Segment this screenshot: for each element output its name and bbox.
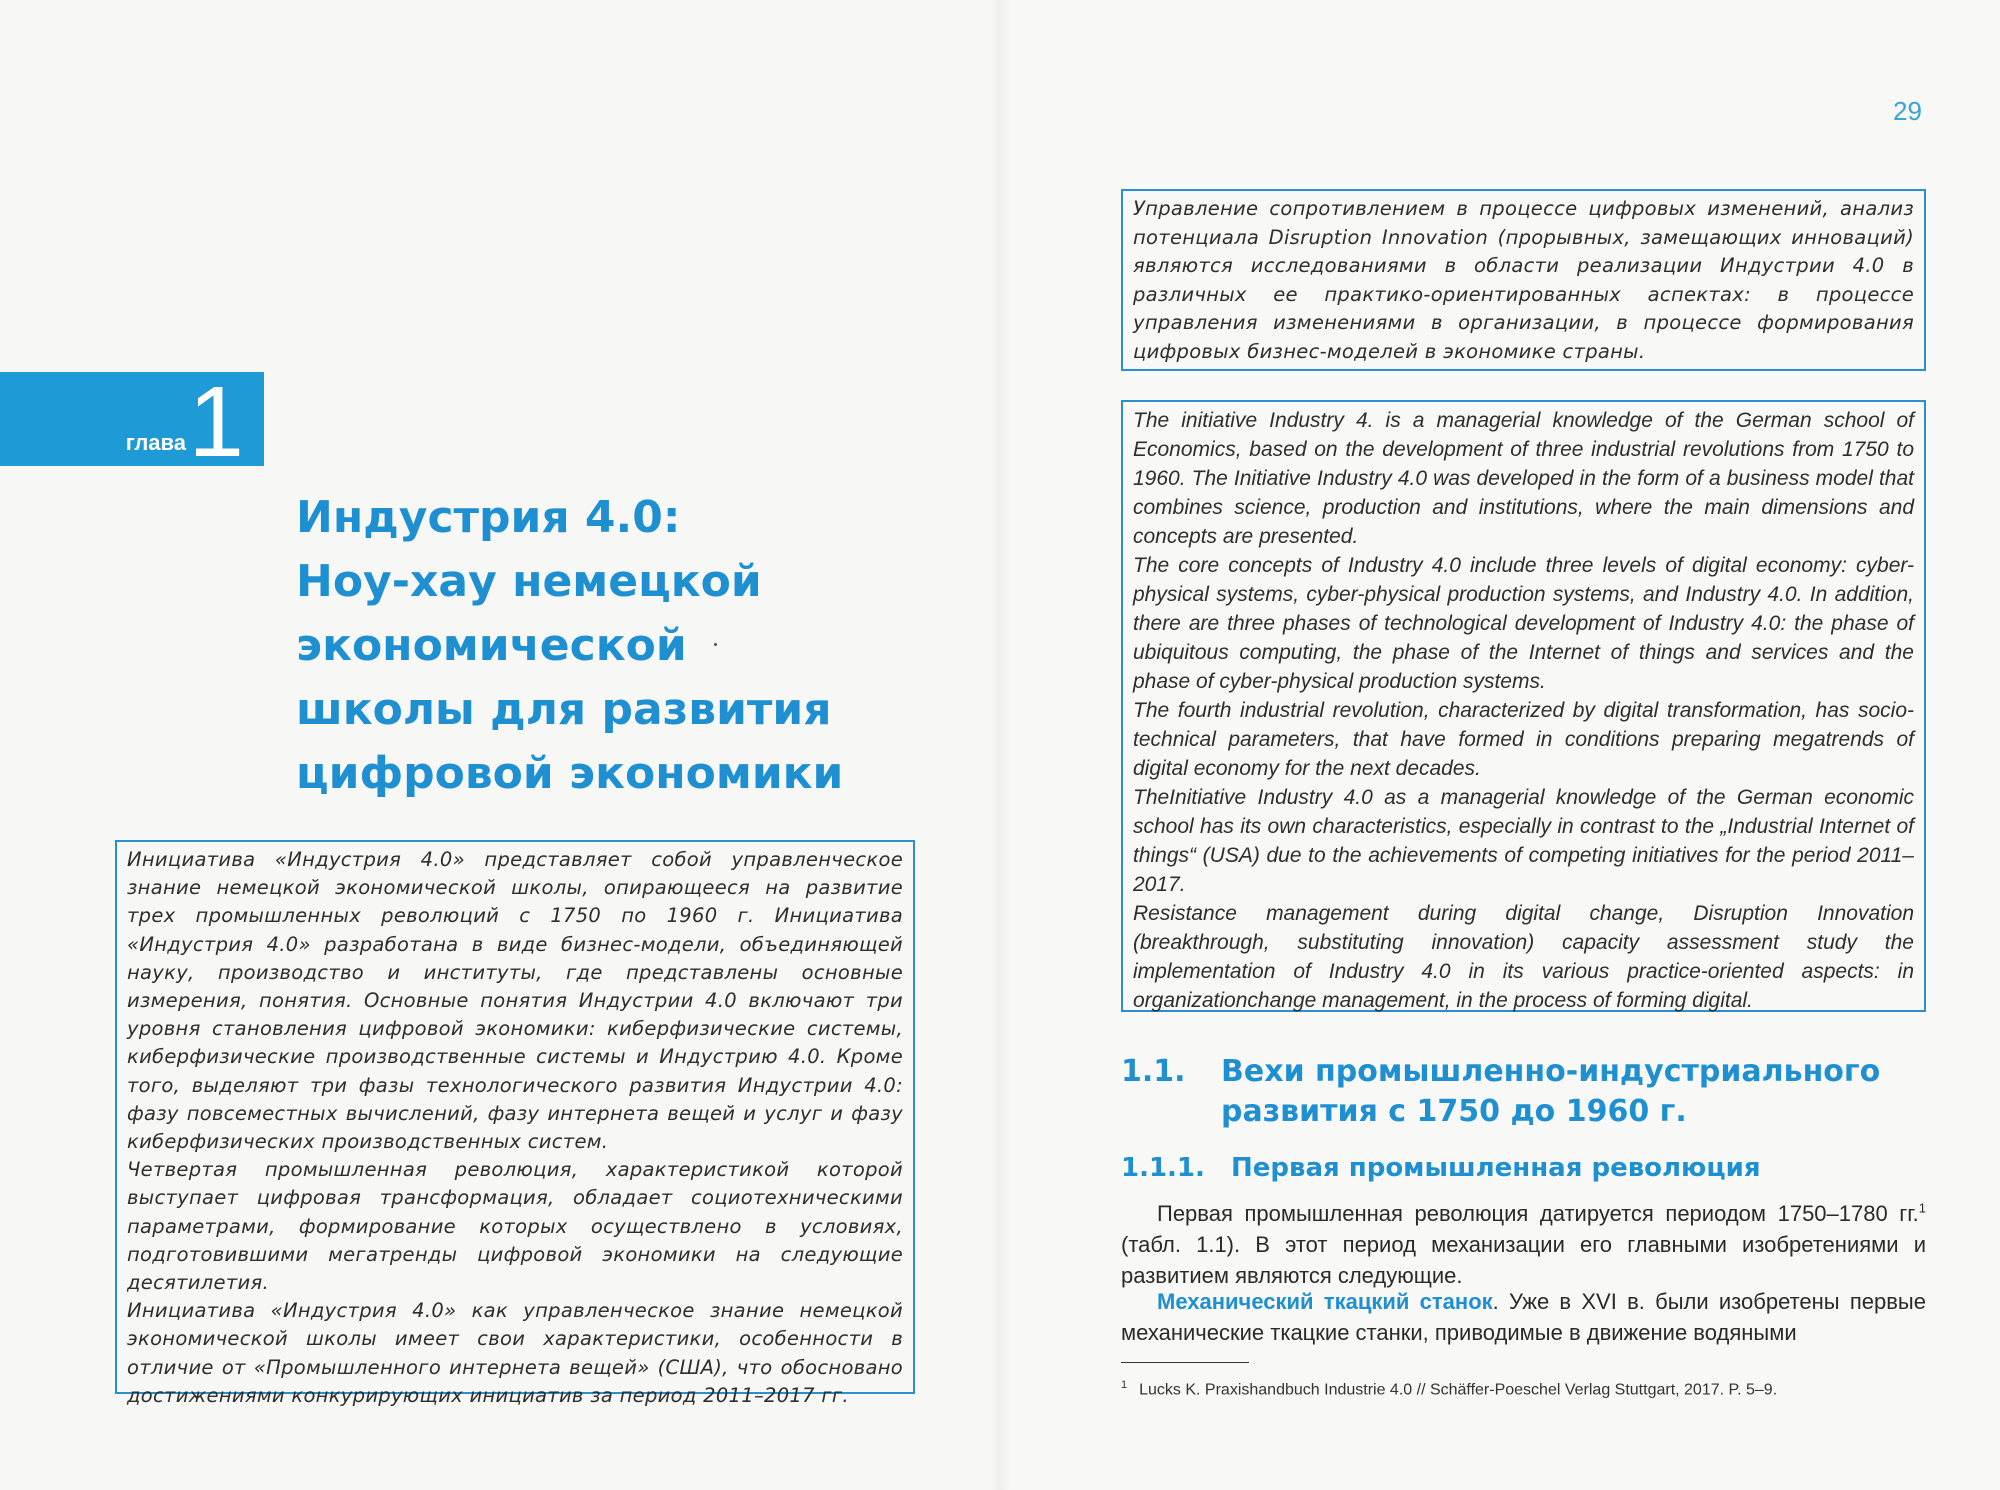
- chapter-title-line: цифровой экономики: [296, 748, 844, 799]
- abstract-paragraph: The core concepts of Industry 4.0 include three levels of digital economy: cyber-physical systems, cyber-physical production systems, and Industry 4.0. In addition, there are three phases of technological development of Industry 4.0: the phase of ubiquitous computing, the phase of the Internet of things and services and the phase of cyber-physical production systems.: [1133, 554, 1914, 693]
- footnote-mark: 1: [1121, 1379, 1128, 1391]
- chapter-tab: [0, 366, 264, 478]
- abstract-paragraph: Четвертая промышленная революция, характеристикой которой выступает цифровая трансформация, обладает социотехническими параметрами, формирование которых осуществлено в условиях, подготовившими мегатренды цифровой экономики на следующие десятилетия.: [127, 1158, 903, 1295]
- section-number: 1.1.: [1121, 1054, 1186, 1089]
- chapter-word: глава: [125, 430, 186, 455]
- footnote-text: Lucks K. Praxishandbuch Industrie 4.0 // Schäffer-Poeschel Verlag Stuttgart, 2017. P. 5–9.: [1139, 1381, 1778, 1399]
- footnote: [1121, 1374, 1926, 1401]
- chapter-title: [296, 486, 896, 806]
- highlighted-term: Механический ткацкий станок: [1157, 1289, 1493, 1314]
- chapter-title-line: Индустрия 4.0:: [296, 492, 681, 543]
- footnote-divider: [1121, 1362, 1249, 1363]
- body-paragraph: [1121, 1286, 1926, 1348]
- abstract-paragraph: TheInitiative Industry 4.0 as a managerial knowledge of the German economic school has its own characteristics, especially in contrast to the „Industrial Internet of things“ (USA) due to the achievements of competing initiatives for the period 2011–2017.: [1133, 786, 1914, 896]
- footnote-reference[interactable]: 1: [1918, 1200, 1926, 1216]
- body-text: (табл. 1.1). В этот период механизации его главными изобретениями и развитием являются следующие.: [1121, 1232, 1926, 1288]
- abstract-paragraph: Resistance management during digital change, Disruption Innovation (breakthrough, substituting innovation) capacity assessment study the implementation of Industry 4.0 in its various practice-oriented aspects: in organizationchange management, in the process of forming digital.: [1133, 902, 1914, 1012]
- section-title: Первая промышленная революция: [1231, 1153, 1761, 1183]
- body-paragraph: [1121, 1198, 1926, 1291]
- page-number: 29: [1893, 96, 1922, 126]
- chapter-number: 1: [188, 366, 244, 478]
- section-title: Вехи промышленно-индустриального развития с 1750 до 1960 г.: [1221, 1054, 1881, 1129]
- chapter-title-line: школы для развития: [296, 684, 832, 735]
- section-number: 1.1.1.: [1121, 1153, 1205, 1183]
- abstract-paragraph: The initiative Industry 4. is a managerial knowledge of the German school of Economics, based on the development of three industrial revolutions from 1750 to 1960. The Initiative Industry 4.0 was developed in the form of a business model that combines science, production and institutions, where the main dimensions and concepts are presented.: [1133, 409, 1914, 548]
- book-gutter: [990, 0, 1010, 1490]
- abstract-russian-box: [115, 840, 915, 1407]
- abstract-paragraph: Управление сопротивлением в процессе цифровых изменений, анализ потенциала Disruption Innovation (прорывных, замещающих инноваций) являются исследованиями в области реализации Индустрии 4.0 в различных ее практико-ориентированных аспектах: в процессе управления изменениями в организации, в процессе формирования цифровых бизнес-моделей в экономике страны.: [1133, 197, 1914, 363]
- body-text: Первая промышленная революция датируется периодом 1750–1780 гг.: [1157, 1201, 1919, 1226]
- abstract-paragraph: Инициатива «Индустрия 4.0» представляет собой управленческое знание немецкой экономической школы, опирающееся на развитие трех промышленных революций с 1750 по 1960 г. Инициатива «Индустрия 4.0» разработана в виде бизнес-модели, объединяющей науку, производство и институты, где представлены основные измерения, понятия. Основные понятия Индустрии 4.0 включают три уровня становления цифровой экономики: киберфизические системы, киберфизические производственные системы и Индустрию 4.0. Кроме того, выделяют три фазы технологического развития Индустрии 4.0: фазу повсеместных вычислений, фазу интернета вещей и услуг и фазу киберфизических производственных систем.: [127, 848, 903, 1154]
- abstract-english-box: [1121, 400, 1926, 1012]
- chapter-title-line: экономической: [296, 620, 687, 671]
- body-text: . Уже в XVI в. были изобретены первые механические ткацкие станки, приводимые в движение водяными: [1121, 1289, 1926, 1345]
- print-speck: [714, 643, 717, 646]
- chapter-title-line: Ноу-хау немецкой: [296, 556, 762, 607]
- abstract-russian-continuation-box: [1121, 189, 1926, 371]
- abstract-paragraph: The fourth industrial revolution, characterized by digital transformation, has socio-technical parameters, that have formed in conditions preparing megatrends of digital economy for the next decades.: [1133, 699, 1914, 780]
- abstract-paragraph: Инициатива «Индустрия 4.0» как управленческое знание немецкой экономической школы имеет свои характеристики, особенности в отличие от «Промышленного интернета вещей» (США), что обосновано достижениями конкурирующих инициатив за период 2011–2017 гг.: [127, 1299, 903, 1407]
